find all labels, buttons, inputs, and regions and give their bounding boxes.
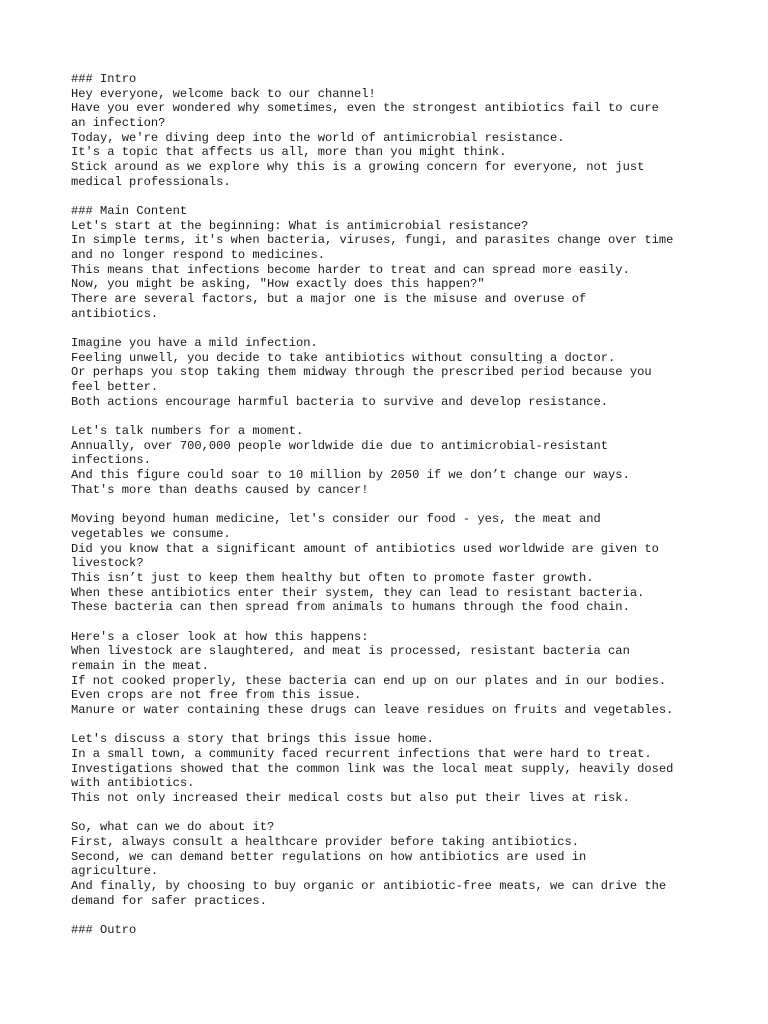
text-line: agriculture. <box>71 864 159 879</box>
text-line: Today, we're diving deep into the world of antimicrobial resistance. <box>71 130 565 145</box>
text-line: vegetables we consume. <box>71 526 231 541</box>
text-line: Manure or water containing these drugs can leave residues on fruits and vegetables. <box>71 702 674 717</box>
text-line: Did you know that a significant amount of antibiotics used worldwide are given to <box>71 541 659 556</box>
blank-line <box>71 806 711 821</box>
text-line: When livestock are slaughtered, and meat is processed, resistant bacteria can <box>71 644 630 659</box>
text-line: Annually, over 700,000 people worldwide die due to antimicrobial-resistant <box>71 438 609 453</box>
text-line: Feeling unwell, you decide to take antibiotics without consulting a doctor. <box>71 350 616 365</box>
text-line: Imagine you have a mild infection. <box>71 336 318 351</box>
blank-line <box>71 718 711 733</box>
text-line: Let's discuss a story that brings this issue home. <box>71 732 434 747</box>
text-line: Let's start at the beginning: What is antimicrobial resistance? <box>71 218 529 233</box>
text-line: demand for safer practices. <box>71 893 267 908</box>
text-line: In a small town, a community faced recurrent infections that were hard to treat. <box>71 746 652 761</box>
text-line: That's more than deaths caused by cancer! <box>71 482 369 497</box>
text-line: infections. <box>71 453 151 468</box>
text-line: So, what can we do about it? <box>71 820 275 835</box>
text-line: And this figure could soar to 10 million by 2050 if we don’t change our ways. <box>71 468 630 483</box>
text-line: Even crops are not free from this issue. <box>71 688 362 703</box>
section-heading: ### Outro <box>71 922 137 937</box>
text-line: In simple terms, it's when bacteria, viruses, fungi, and parasites change over time <box>71 233 674 248</box>
text-line: an infection? <box>71 116 166 131</box>
text-line: livestock? <box>71 556 144 571</box>
blank-line <box>71 409 711 424</box>
text-line: Here's a closer look at how this happens: <box>71 629 369 644</box>
text-line: Hey everyone, welcome back to our channel! <box>71 86 376 101</box>
text-line: If not cooked properly, these bacteria can end up on our plates and in our bodies. <box>71 673 667 688</box>
text-line: remain in the meat. <box>71 658 209 673</box>
text-line: antibiotics. <box>71 306 159 321</box>
blank-line <box>71 908 711 923</box>
document-text <box>71 72 711 938</box>
text-line: medical professionals. <box>71 174 231 189</box>
text-line: Or perhaps you stop taking them midway through the prescribed period because you <box>71 365 652 380</box>
text-line: Stick around as we explore why this is a growing concern for everyone, not just <box>71 160 645 175</box>
text-line: This means that infections become harder to treat and can spread more easily. <box>71 262 630 277</box>
blank-line <box>71 615 711 630</box>
text-line: These bacteria can then spread from animals to humans through the food chain. <box>71 600 630 615</box>
text-line: There are several factors, but a major one is the misuse and overuse of <box>71 292 587 307</box>
text-line: with antibiotics. <box>71 776 195 791</box>
text-line: This isn’t just to keep them healthy but often to promote faster growth. <box>71 570 594 585</box>
text-line: Let's talk numbers for a moment. <box>71 424 304 439</box>
text-line: Now, you might be asking, "How exactly does this happen?" <box>71 277 485 292</box>
text-line: Have you ever wondered why sometimes, even the strongest antibiotics fail to cure <box>71 101 659 116</box>
section-heading: ### Main Content <box>71 204 188 219</box>
text-line: and no longer respond to medicines. <box>71 248 326 263</box>
section-heading: ### Intro <box>71 72 137 86</box>
text-line: When these antibiotics enter their system, they can lead to resistant bacteria. <box>71 585 645 600</box>
text-line: feel better. <box>71 380 159 395</box>
text-line: Second, we can demand better regulations on how antibiotics are used in <box>71 849 587 864</box>
blank-line <box>71 497 711 512</box>
text-line: And finally, by choosing to buy organic or antibiotic-free meats, we can drive the <box>71 878 667 893</box>
blank-line <box>71 321 711 336</box>
text-line: This not only increased their medical costs but also put their lives at risk. <box>71 790 630 805</box>
blank-line <box>71 189 711 204</box>
text-line: First, always consult a healthcare provider before taking antibiotics. <box>71 834 580 849</box>
text-line: Both actions encourage harmful bacteria to survive and develop resistance. <box>71 394 609 409</box>
text-line: Moving beyond human medicine, let's consider our food - yes, the meat and <box>71 512 601 527</box>
text-line: Investigations showed that the common link was the local meat supply, heavily dosed <box>71 761 674 776</box>
text-line: It's a topic that affects us all, more than you might think. <box>71 145 507 160</box>
